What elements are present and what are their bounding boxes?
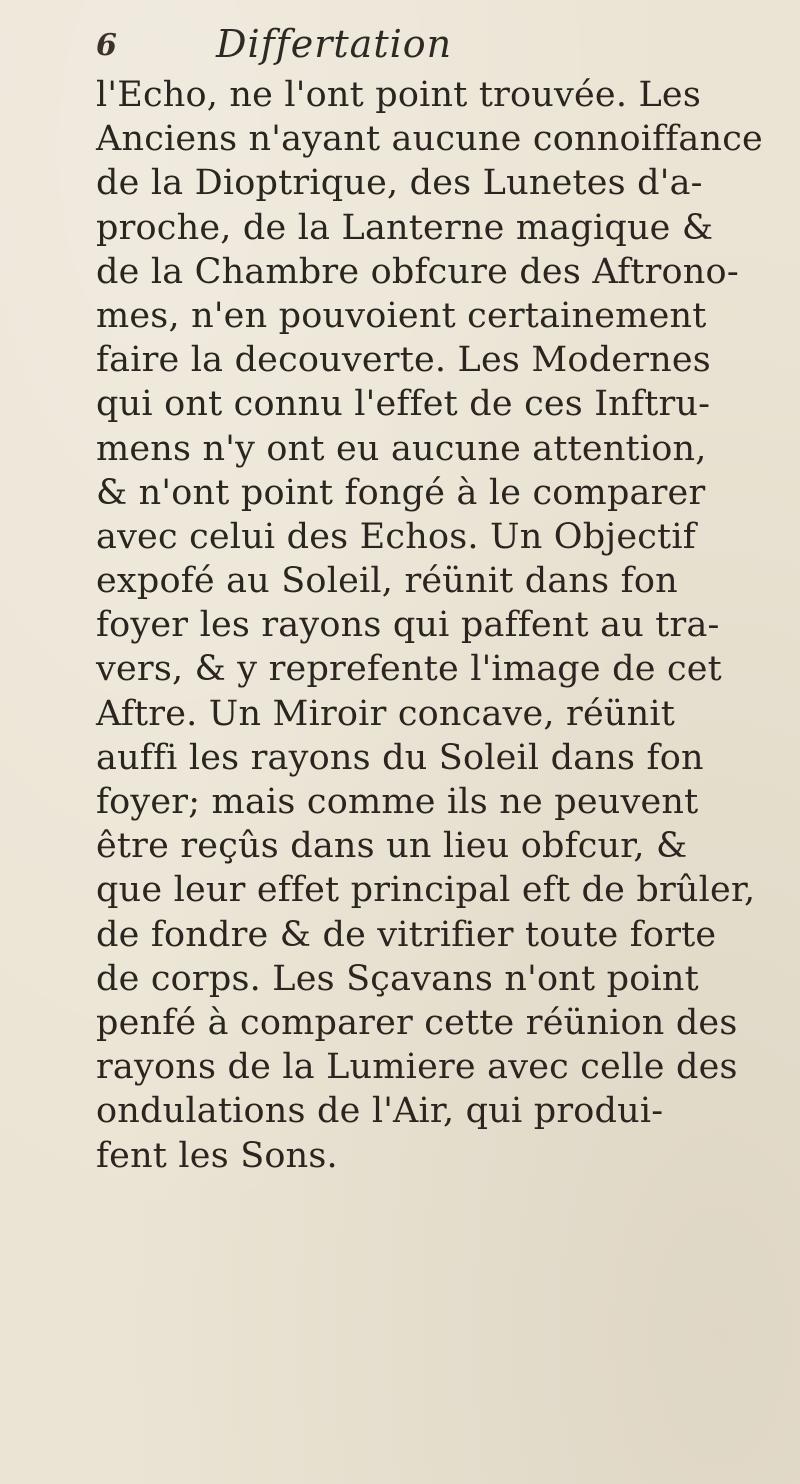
- text-line: proche, de la Lanterne magique &: [96, 207, 714, 248]
- text-line: fent les Sons.: [96, 1135, 338, 1176]
- text-line: qui ont connu l'effet de ces Inftru-: [96, 384, 711, 425]
- text-line: mes, n'en pouvoient certainement: [96, 295, 707, 336]
- text-line: de la Chambre obfcure des Aftrono-: [96, 251, 739, 292]
- text-line: l'Echo, ne l'ont point trouvée. Les: [96, 75, 702, 115]
- text-line: que leur effet principal eft de brûler,: [96, 870, 756, 911]
- text-line: ondulations de l'Air, qui produi-: [96, 1091, 664, 1132]
- text-line: foyer les rayons qui paffent au tra-: [96, 605, 720, 646]
- text-line: foyer; mais comme ils ne peuvent: [96, 782, 699, 822]
- text-line: faire la decouverte. Les Modernes: [96, 340, 711, 381]
- page-number: 6: [96, 28, 117, 63]
- text-line: de la Dioptrique, des Lunetes d'a-: [96, 163, 703, 204]
- text-line: mens n'y ont eu aucune attention,: [96, 428, 707, 469]
- body-text: [96, 73, 796, 1178]
- text-line: expofé au Soleil, réünit dans fon: [96, 561, 678, 602]
- text-line: être reçûs dans un lieu obfcur, &: [96, 826, 688, 867]
- text-line: & n'ont point fongé à le comparer: [96, 472, 706, 513]
- text-line: vers, & y reprefente l'image de cet: [96, 649, 722, 690]
- text-line: penfé à comparer cette réünion des: [96, 1002, 738, 1043]
- text-line: Aftre. Un Miroir concave, réünit: [96, 693, 676, 734]
- running-title: Differtation: [216, 22, 453, 66]
- text-line: auffi les rayons du Soleil dans fon: [96, 737, 704, 778]
- text-line: Anciens n'ayant aucune connoiffance: [96, 119, 763, 160]
- text-line: de corps. Les Sçavans n'ont point: [96, 958, 699, 999]
- text-line: rayons de la Lumiere avec celle des: [96, 1047, 738, 1088]
- text-line: avec celui des Echos. Un Objectif: [96, 516, 696, 557]
- text-line: de fondre & de vitrifier toute forte: [96, 914, 717, 955]
- page-header: [96, 22, 716, 72]
